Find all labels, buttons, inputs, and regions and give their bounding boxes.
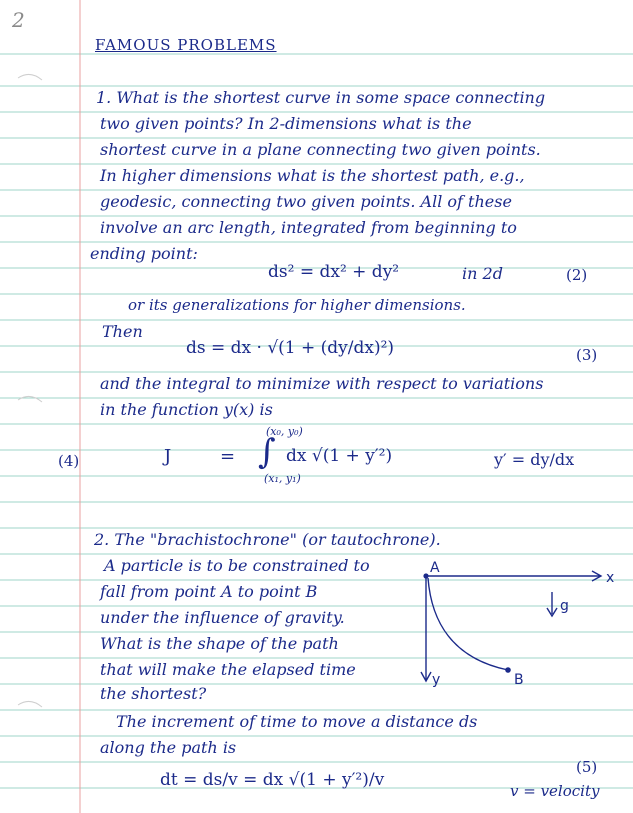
equation-4-upper-limit: (x₀, y₀) [266,425,303,438]
problem1-line: 1. What is the shortest curve in some space connecting [96,88,546,107]
equation-4-integrand: dx √(1 + y′²) [286,446,393,466]
problem2-line: under the influence of gravity. [100,608,345,627]
equation-4-tag: (4) [58,452,80,470]
problem2-line: that will make the elapsed time [100,660,356,679]
label-x: x [606,570,615,586]
problem2-title: 2. The "brachistochrone" (or tautochrone). [94,530,441,549]
equation-4-lhs: J [164,446,172,467]
problem1-line: In higher dimensions what is the shortest path, e.g., [100,166,525,185]
equation-5-note: v = velocity [510,782,600,800]
label-b: B [514,672,524,688]
equation-2: ds² = dx² + dy² [268,262,400,282]
point-a-dot [423,573,428,578]
problem2-line: the shortest? [100,684,207,703]
equation-5: dt = ds/v = dx √(1 + y′²)/v [160,770,385,790]
brachistochrone-curve [428,578,508,670]
problem1-line: involve an arc length, integrated from beginning to [100,218,517,237]
page-number: 2 [12,8,25,32]
equation-4-equals: = [220,446,236,467]
problem2-line: A particle is to be constrained to [104,556,370,575]
equation-4-lower-limit: (x₁, y₁) [264,472,301,485]
equation-5-tag: (5) [576,758,598,776]
minimize-line: and the integral to minimize with respect to variations [100,374,544,393]
equation-4-definition: y′ = dy/dx [494,450,575,469]
label-a: A [430,560,440,576]
problem1-line: two given points? In 2-dimensions what is the [100,114,472,133]
equation-2-note: in 2d [462,264,503,283]
problem1-line: ending point: [90,244,198,263]
problem1-line: shortest curve in a plane connecting two given points. [100,140,541,159]
minimize-line: in the function y(x) is [100,400,273,419]
brachistochrone-diagram [400,560,620,700]
problem1-line: geodesic, connecting two given points. All of these [100,192,512,211]
equation-2-tag: (2) [566,266,588,284]
label-g: g [560,598,569,614]
increment-line: The increment of time to move a distance ds [116,712,478,731]
problem2-line: What is the shape of the path [100,634,339,653]
point-b-dot [505,667,511,673]
label-y: y [432,672,441,688]
then-text: Then [102,322,143,341]
integral-sign: ∫ [258,432,276,472]
equation-3-tag: (3) [576,346,598,364]
generalization-text: or its generalizations for higher dimensions. [128,296,466,314]
page-heading: FAMOUS PROBLEMS [95,36,277,54]
problem2-line: fall from point A to point B [100,582,318,601]
equation-3: ds = dx · √(1 + (dy/dx)²) [186,338,395,358]
increment-line: along the path is [100,738,237,757]
